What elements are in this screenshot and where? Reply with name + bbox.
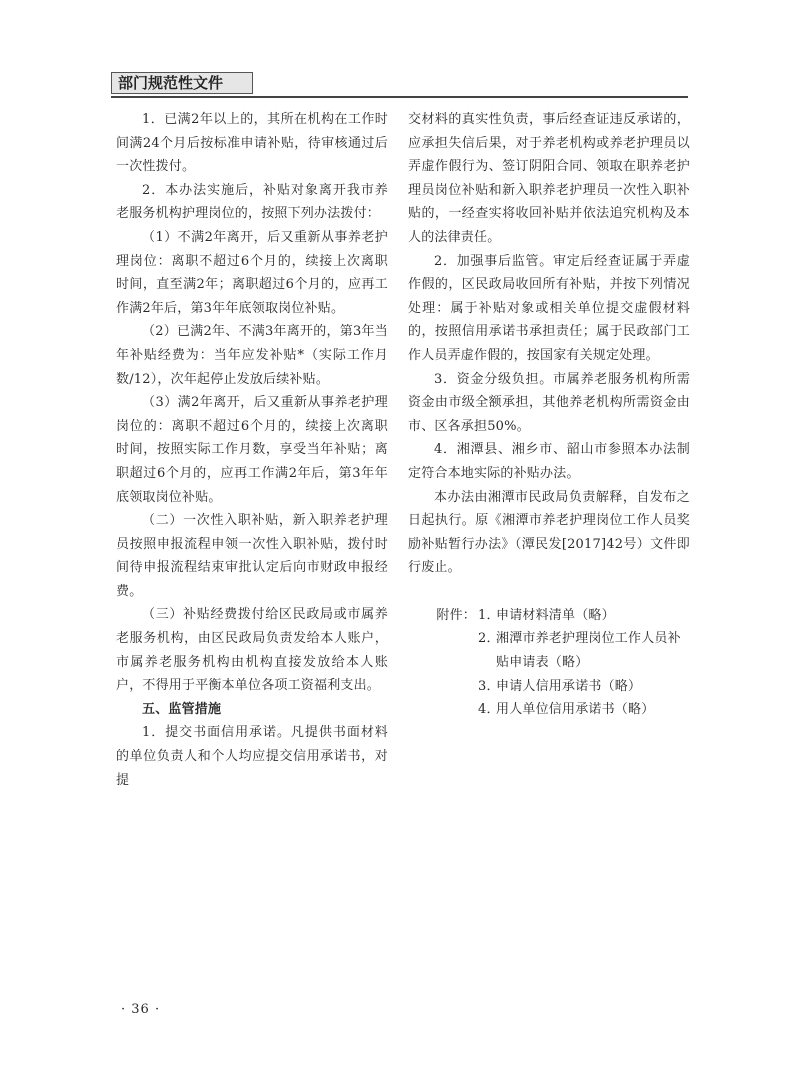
attachment-item [408,651,690,675]
paragraph: （三）补贴经费拨付给区民政局或市属养老服务机构，由区民政局负责发给本人账户，市属养老服务机构由机构直接发放给本人账户，不得用于平衡本单位各项工资福利支出。 [116,607,388,694]
section-heading: 五、监管措施 [142,701,222,717]
attachment-item [408,604,690,628]
attachment-number: 1． [478,607,500,623]
paragraph: 2．加强事后监管。审定后经查证属于弄虚作假的，区民政局收回所有补贴，并按下列情况处理：属于补贴对象或相关单位提交虚假材料的，按照信用承诺书承担责任；属于民政部门工作人员弄虚作假的，按国家有关规定处理。 [408,253,690,363]
attachment-text: 用人单位信用承诺书（略） [496,702,655,718]
attachment-item [408,627,690,651]
paragraph: 2．本办法实施后，补贴对象离开我市养老服务机构护理岗位的，按照下列办法拨付： [116,182,388,222]
attachment-text: 湘潭市养老护理岗位工作人员补 [496,631,681,647]
section-label: 部门规范性文件 [111,72,253,94]
paragraph: 3．资金分级负担。市属养老服务机构所需资金由市级全额承担，其他养老机构所需资金由市、区各承担50%。 [408,371,690,434]
header-rule [111,96,688,98]
attachment-number: 4． [478,702,500,718]
paragraph: （1）不满2年离开，后又重新从事养老护理岗位：离职不超过6个月的，续接上次离职时间，直至满2年；离职超过6个月的，应再工作满2年后，第3年年底领取岗位补贴。 [116,229,388,316]
paragraph: （3）满2年离开，后又重新从事养老护理岗位的：离职不超过6个月的，续接上次离职时间，按照实际工作月数，享受当年补贴；离职超过6个月的，应再工作满2年后，第3年年底领取岗位补贴。 [116,395,388,505]
attachment-item [408,698,690,722]
paragraph: （二）一次性入职补贴，新入职养老护理员按照申报流程申领一次性入职补贴，拨付时间待申报流程结束审批认定后向市财政申报经费。 [116,513,388,599]
paragraph: 交材料的真实性负责，事后经查证违反承诺的，应承担失信后果，对于养老机构或养老护理员以弄虚作假行为、签订阴阳合同、领取在职养老护理员岗位补贴和新入职养老护理员一次性入职补贴的，一经查实将收回补贴并依法追究机构及本人的法律责任。 [408,112,690,245]
attachment-text: 贴申请表（略） [496,655,589,671]
attachment-number: 2． [478,631,500,647]
attachment-item [408,675,690,699]
paragraph: 1．提交书面信用承诺。凡提供书面材料的单位负责人和个人均应提交信用承诺书，对提 [116,725,388,788]
paragraph: 1．已满2年以上的，其所在机构在工作时间满24个月后按标准申请补贴，待审核通过后一次性拨付。 [116,112,388,175]
right-column [408,108,690,722]
attachments-label: 附件： [436,607,476,623]
page-number: · 36 · [121,1002,161,1017]
paragraph: 4．湘潭县、湘乡市、韶山市参照本办法制定符合本地实际的补贴办法。 [408,442,690,481]
attachment-text: 申请材料清单（略） [496,607,615,623]
paragraph: 本办法由湘潭市民政局负责解释，自发布之日起执行。原《湘潭市养老护理岗位工作人员奖励补贴暂行办法》（潭民发[2017]42号）文件即行废止。 [408,489,690,576]
attachment-text: 申请人信用承诺书（略） [496,678,642,694]
left-column [116,108,388,792]
paragraph: （2）已满2年、不满3年离开的，第3年当年补贴经费为：当年应发补贴*（实际工作月数/12），次年起停止发放后续补贴。 [116,324,388,387]
attachments [408,604,690,722]
attachment-number: 3． [478,678,500,694]
